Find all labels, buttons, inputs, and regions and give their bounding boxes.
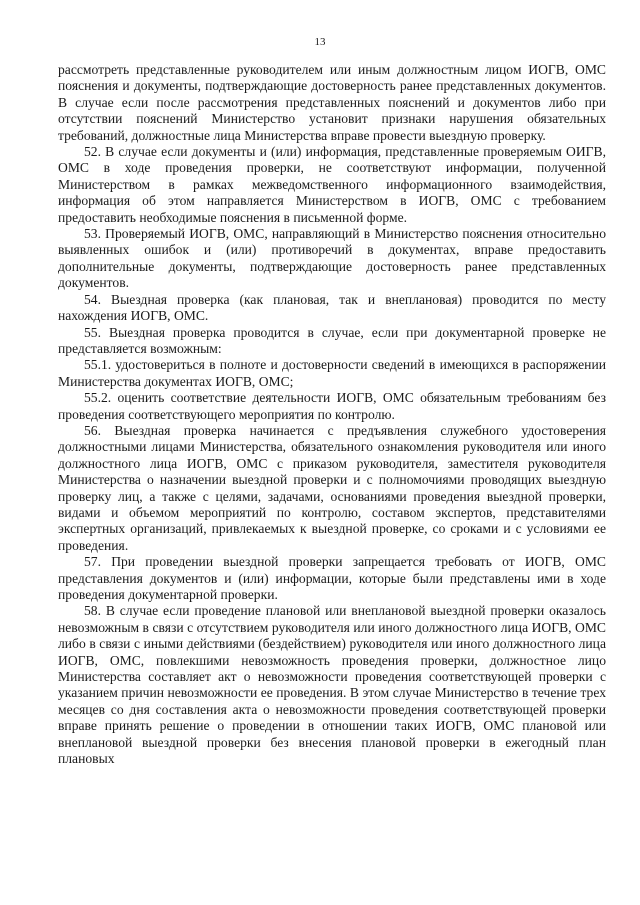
page-number: 13 (314, 36, 326, 48)
paragraph-52: 52. В случае если документы и (или) информация, представленные проверяемым ОИГВ, ОМС в ходе проведения проверки, не соответствуют информации, полученной Министерством в рамках межведомственного информационного взаимодействия, информация об этом направляется Министерством в ИОГВ, ОМС с требованием предоставить необходимые пояснения в письменной форме. (58, 144, 606, 225)
paragraph-55-2: 55.2. оценить соответствие деятельности ИОГВ, ОМС обязательным требованиям без проведения соответствующего мероприятия по контролю. (58, 390, 606, 422)
paragraph-56: 56. Выездная проверка начинается с предъявления служебного удостоверения должностными лицами Министерства, обязательного ознакомления руководителя или иного должностного лица ИОГВ, ОМС с приказом руководителя, заместителя руководителя Министерства о назначении выездной проверки и с полномочиями проводящих выездную проверку лиц, а также с целями, задачами, основаниями проведения выездной проверки, видами и объемом мероприятий по контролю, составом экспертов, представителями экспертных организаций, привлекаемых к выездной проверке, со сроками и с условиями ее проведения. (58, 422, 606, 553)
paragraph-54: 54. Выездная проверка (как плановая, так и внеплановая) проводится по месту нахождения ИОГВ, ОМС. (58, 291, 606, 324)
paragraph-continuation: рассмотреть представленные руководителем или иным должностным лицом ИОГВ, ОМС пояснения и документы, подтверждающие достоверность ранее представленных документов. В случае если после рассмотрения представленных пояснений и документов либо при отсутствии пояснений Министерство установит признаки нарушения обязательных требований, должностные лица Министерства вправе провести выездную проверку. (58, 62, 606, 143)
paragraph-58: 58. В случае если проведение плановой или внеплановой выездной проверки оказалось невозможным в связи с отсутствием руководителя или иного должностного лица ИОГВ, ОМС либо в связи с иными действиями (бездействием) руководителя или иного должностного лица ИОГВ, ОМС, повлекшими невозможность проведения проверки, должностное лицо Министерства составляет акт о невозможности проведения соответствующей проверки с указанием причин невозможности ее проведения. В этом случае Министерство в течение трех месяцев со дня составления акта о невозможности проведения соответствующей проверки вправе принять решение о проведении в отношении таких ИОГВ, ОМС плановой или внеплановой выездной проверки без внесения плановой проверки в ежегодный план плановых (58, 603, 606, 767)
document-body (58, 62, 606, 767)
paragraph-55: 55. Выездная проверка проводится в случае, если при документарной проверке не представляется возможным: (58, 324, 606, 356)
paragraph-57: 57. При проведении выездной проверки запрещается требовать от ИОГВ, ОМС представления документов и (или) информации, которые были представлены ими в ходе проведения документарной проверки. (58, 554, 606, 602)
paragraph-53: 53. Проверяемый ИОГВ, ОМС, направляющий в Министерство пояснения относительно выявленных ошибок и (или) противоречий в документах, вправе предоставить дополнительные документы, подтверждающие достоверность ранее представленных документов. (58, 226, 606, 291)
paragraph-55-1: 55.1. удостовериться в полноте и достоверности сведений в имеющихся в распоряжении Министерства документах ИОГВ, ОМС; (58, 357, 606, 389)
